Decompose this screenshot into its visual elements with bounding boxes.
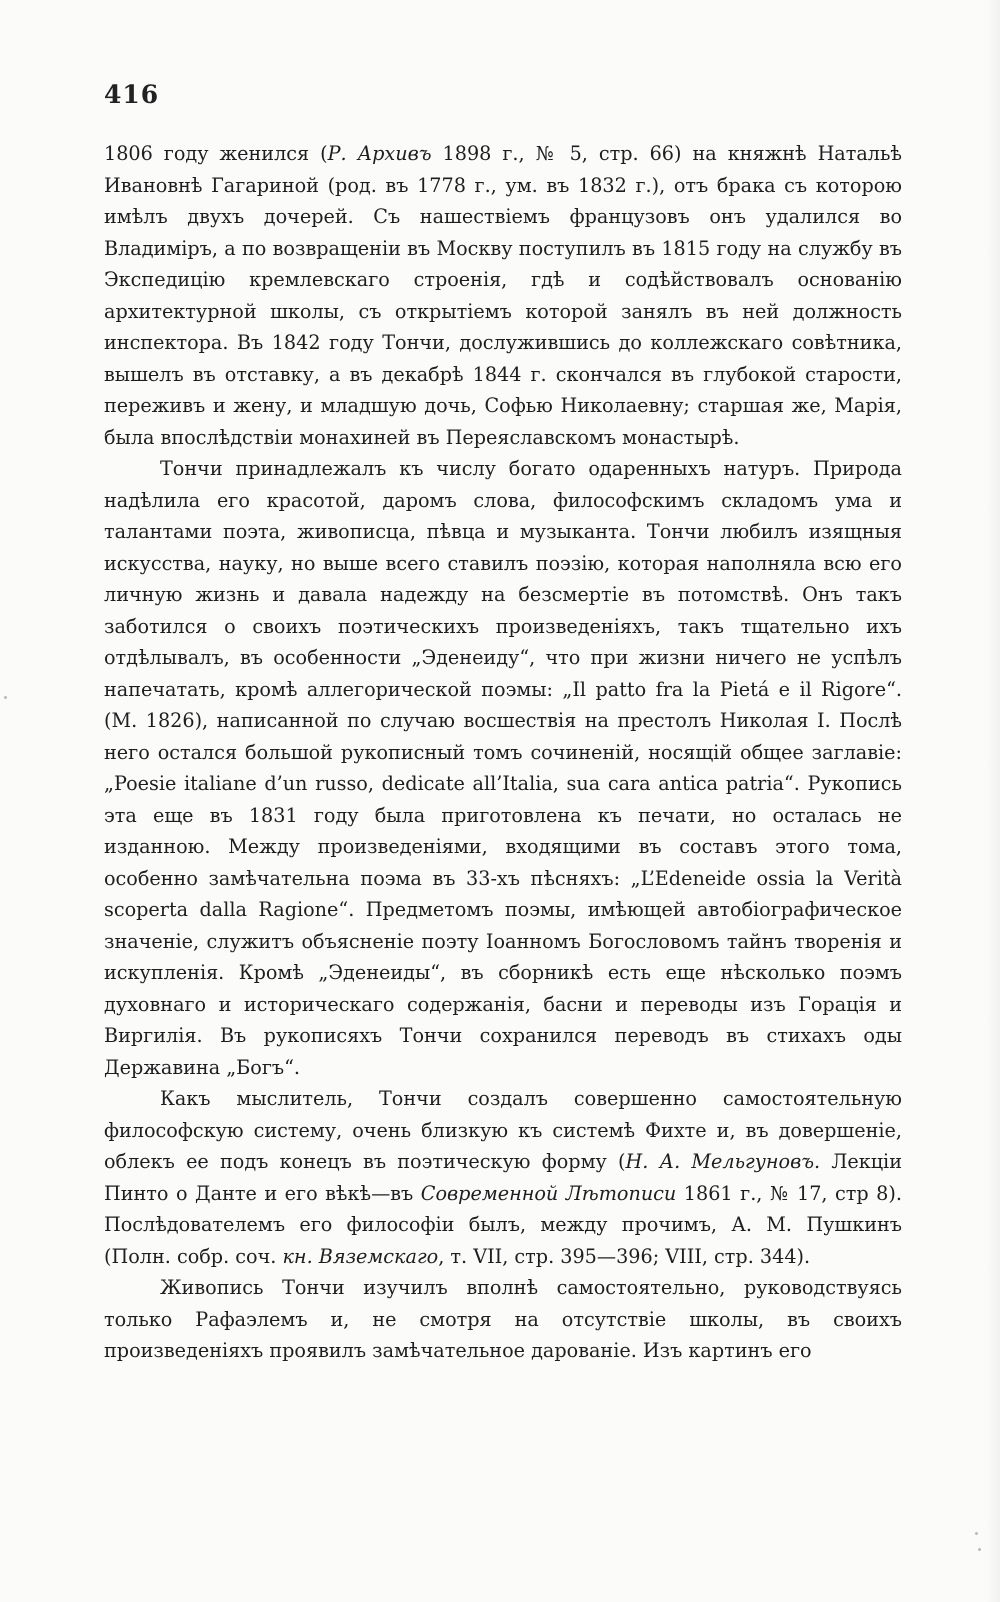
text-run: , т. VII, стр. 395—396; VIII, стр. 344). [438, 1244, 811, 1268]
italic-citation: Н. А. Мельгуновъ. [625, 1150, 821, 1173]
scan-speck [978, 1548, 981, 1551]
italic-citation: кн. Вяземскаго [282, 1244, 439, 1268]
italic-citation: Р. Архивъ [327, 142, 432, 165]
paragraph-3 [104, 1083, 902, 1272]
scan-edge-shadow [986, 0, 1000, 1602]
paragraph-2 [104, 453, 902, 1083]
text-run: Тончи принадлежалъ къ числу богато одаренныхъ натуръ. Природа надѣлила его красотой, даромъ слова, философскимъ складомъ ума и талантами поэта, живописца, пѣвца и музыканта. Тончи любилъ изящныя искусства, науку, но выше всего ставилъ поэзію, которая наполняла всю его личную жизнь и давала надежду на безсмертіе въ потомствѣ. Онъ такъ заботился о своихъ поэтическихъ произведеніяхъ, такъ тщательно ихъ отдѣлывалъ, въ особенности „Эденеиду“, что при жизни ничего не успѣлъ напечатать, кромѣ аллегорической поэмы: „Il patto fra la Pietá e il Rigore“. (М. 1826), написанной по случаю восшествія на престолъ Николая I. Послѣ него остался большой рукописный томъ сочиненій, носящій общее заглавіе: „Poesie italiane d’un russo, dedicate all’Italia, sua cara antica patria“. Рукопись эта еще въ 1831 году была приготовлена къ печати, но осталась не изданною. Между произведеніями, входящими въ составъ этого тома, особенно замѣчательна поэма въ 33-хъ пѣсняхъ: „L’Edeneide ossia la Verità scoperta dalla Ragione“. Предметомъ поэмы, имѣющей автобіографическое значеніе, служитъ объясненіе поэту Іоанномъ Богословомъ тайнъ творенія и искупленія. Кромѣ „Эденеиды“, въ сборникѣ есть еще нѣсколько поэмъ духовнаго и историческаго содержанія, басни и переводы изъ Горація и Виргилія. Въ рукописяхъ Тончи сохранился переводъ въ стихахъ оды Державина „Богъ“. [104, 457, 902, 1079]
text-run: 1898 г., № 5, стр. 66) на княжнѣ Натальѣ Ивановнѣ Гагариной (род. въ 1778 г., ум. въ 1832 г.), отъ брака съ которою имѣлъ двухъ дочерей. Съ нашествіемъ французовъ онъ удалился во Владиміръ, а по возвращеніи въ Москву поступилъ въ 1815 году на службу въ Экспедицію кремлевскаго строенія, гдѣ и содѣйствовалъ основанію архитектурной школы, съ открытіемъ которой занялъ въ ней должность инспектора. Въ 1842 году Тончи, дослужившись до коллежскаго совѣтника, вышелъ въ отставку, а въ декабрѣ 1844 г. скончался въ глубокой старости, переживъ и жену, и младшую дочь, Софью Николаевну; старшая же, Марія, была впослѣдствіи монахиней въ Переяславскомъ монастырѣ. [104, 142, 903, 449]
paragraph-1 [104, 138, 902, 453]
text-run: Лекціи Пинто о Данте и его вѣкѣ—въ [104, 1150, 902, 1205]
text-run: 1861 г., № 17, стр 8). Послѣдователемъ его философіи былъ, между прочимъ, А. М. Пушкинъ (Полн. собр. соч. [104, 1181, 902, 1268]
paragraph-4 [104, 1272, 902, 1367]
page-number: 416 [104, 80, 160, 109]
body-text [104, 138, 902, 1367]
scan-speck [975, 1532, 978, 1535]
text-run: Живопись Тончи изучилъ вполнѣ самостоятельно, руководствуясь только Рафаэлемъ и, не смотря на отсутствіе школы, въ своихъ произведеніяхъ проявилъ замѣчательное дарованіе. Изъ картинъ его [104, 1276, 902, 1362]
text-run: 1806 году женился ( [104, 142, 328, 165]
italic-citation: Современной Лѣтописи [420, 1181, 677, 1205]
scan-speck [4, 696, 7, 699]
text-run: Какъ мыслитель, Тончи создалъ совершенно самостоятельную философскую систему, очень близкую къ системѣ Фихте и, въ довершеніе, облекъ ее подъ конецъ въ поэтическую форму ( [104, 1087, 902, 1173]
